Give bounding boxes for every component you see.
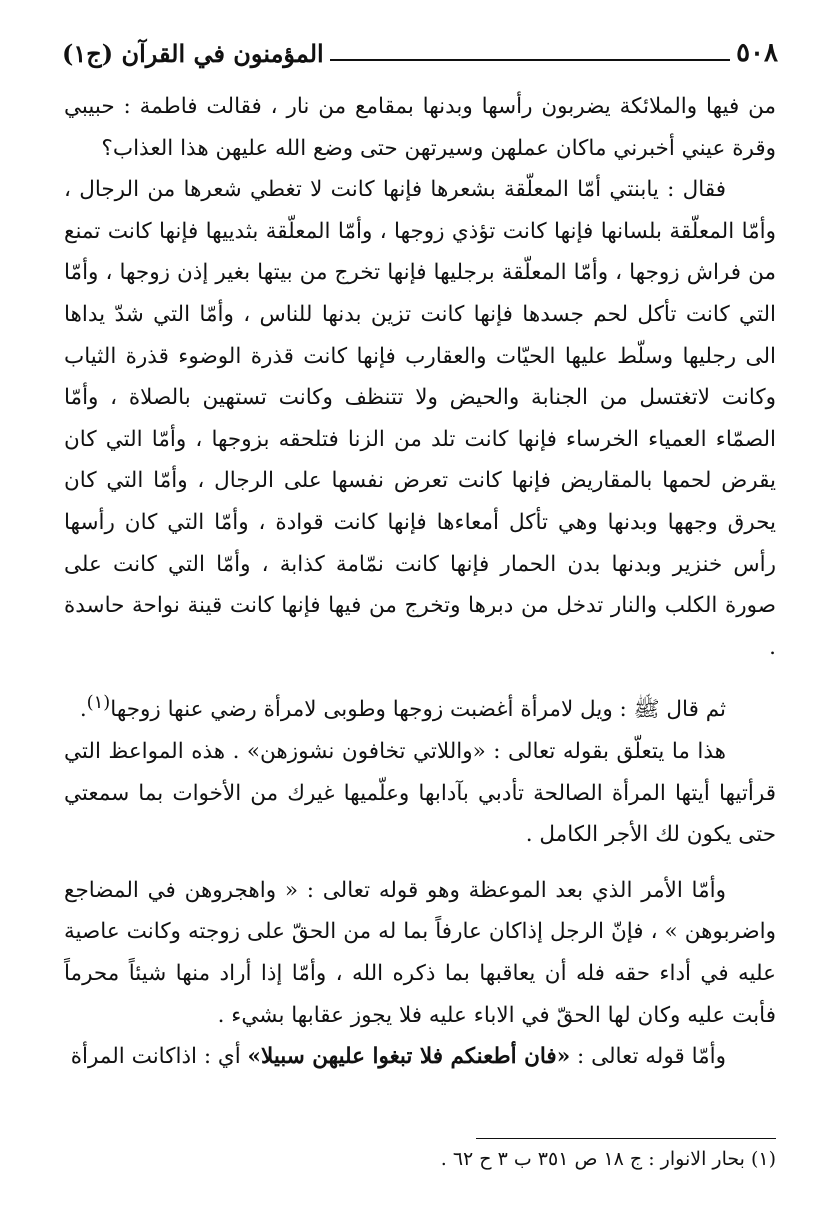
paragraph-1: من فيها والملائكة يضربون رأسها وبدنها بمقامع من نار ، فقالت فاطمة : حبيبي وقرة عيني أخبرني ماكان عملهن وسيرتهن حتى وضع الله عليهن هذا العذاب؟ [64, 94, 776, 161]
saying-end: . [79, 697, 87, 723]
paragraph-6-end: أي : اذاكانت المرأة [70, 1044, 248, 1070]
quran-verse: «فان أطعنكم فلا تبغوا عليهن سبيلا» [247, 1044, 571, 1070]
paragraph-2: فقال : يابنتي أمّا المعلّقة بشعرها فإنها كانت لا تغطي شعرها من الرجال ، وأمّا المعلّقة بلسانها فإنها كانت تؤذي زوجها ، وأمّا المعلّقة بثدييها فإنها كانت تمنع من فراش زوجها ، وأمّا المعلّقة برجليها فإنها تخرج من بيتها بغير إذن زوجها ، وأمّا التي كانت تأكل لحم جسدها فإنها كانت تزين بدنها للناس ، وأمّا التي شدّ يداها الى رجليها وسلّط عليها الحيّات والعقارب فإنها كانت قذرة الوضوء قذرة الثياب وكانت لاتغتسل من الجنابة والحيض ولا تتنظف وكانت تستهين بالصلاة ، وأمّا الصمّاء العمياء الخرساء فإنها كانت تلد من الزنا فتلحقه بزوجها ، وأمّا التي كان يقرض لحمها بالمقاريض فإنها كانت تعرض نفسها على الرجال ، وأمّا التي كان يحرق وجهها وبدنها وهي تأكل أمعاءها فإنها كانت قوادة ، وأمّا التي كان رأسها رأس خنزير وبدنها بدن الحمار فإنها كانت نمّامة كذابة ، وأمّا التي كانت على صورة الكلب والنار تدخل من دبرها وتخرج من فيها فإنها كانت قينة نواحة حاسدة . [64, 177, 776, 660]
paragraph-6 [64, 1036, 776, 1078]
page-header [62, 30, 778, 76]
paragraph-5: وأمّا الأمر الذي بعد الموعظة وهو قوله تعالى : « واهجروهن في المضاجع واضربوهن » ، فإنّ الرجل إذاكان عارفاً بما له من الحقّ على زوجته وكانت عاصية عليه في أداء حقه فله أن يعاقبها بما ذكره الله ، وأمّا إذا أراد منها شيئاً محرماً فأبت عليه وكان لها الحقّ في الاباء عليه فلا يجوز عقابها بشيء . [64, 877, 776, 1028]
paragraph-4: هذا ما يتعلّق بقوله تعالى : «واللاتي تخافون نشوزهن» . هذه المواعظ التي قرأتيها أيتها المرأة الصالحة تأدبي بآدابها وعلّميها غيرك من الأخوات بما سمعتي حتى يكون لك الأجر الكامل . [64, 739, 776, 848]
footnote-ref: (١) [86, 692, 111, 714]
running-title: المؤمنون في القرآن (ج١) [62, 38, 324, 68]
paragraph-6-start: وأمّا قوله تعالى : [570, 1044, 726, 1070]
footnote: (١) بحار الانوار : ج ١٨ ص ٣٥١ ب ٣ ح ٦٢ . [440, 1148, 776, 1170]
header-rule [330, 45, 730, 61]
body-text [64, 86, 776, 1078]
footnote-rule [476, 1138, 776, 1139]
prophet-saying: ثم قال ﷺ : ويل لامرأة أغضبت زوجها وطوبى لامرأة رضي عنها زوجها [110, 697, 726, 723]
paragraph-3 [64, 682, 776, 731]
page-number: ٥٠٨ [736, 38, 778, 68]
